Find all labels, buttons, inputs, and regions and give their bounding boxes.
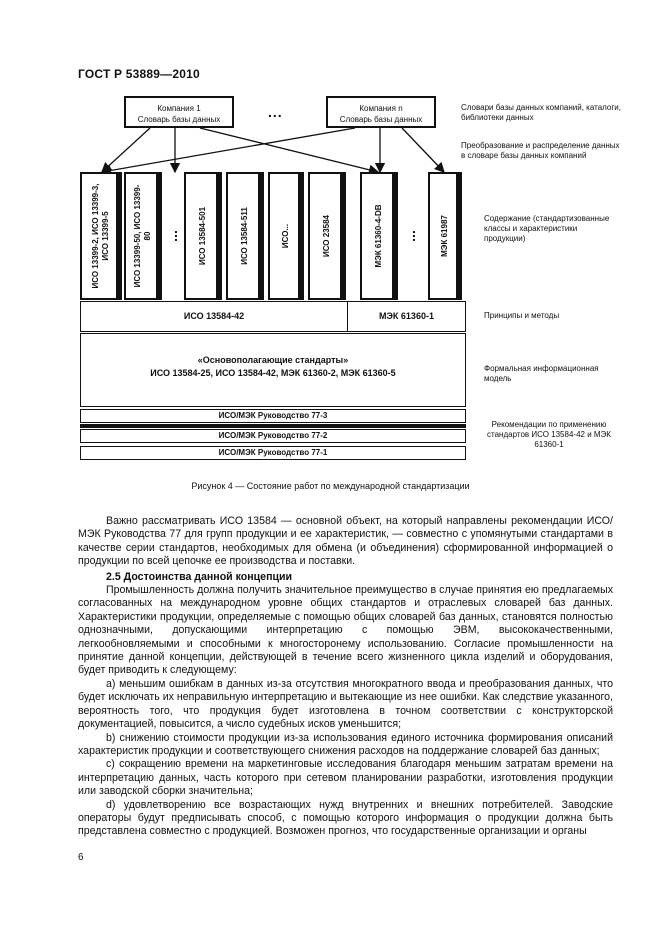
column-iec-61360-4-db	[360, 172, 398, 300]
section-heading: 2.5 Достоинства данной концепции	[106, 570, 293, 583]
column-iso-13399-2	[80, 172, 122, 300]
column-shadow	[116, 172, 122, 300]
figure-caption: Рисунок 4 — Состояние работ по международной стандартизации	[191, 481, 470, 491]
column-shadow	[156, 172, 162, 300]
column-label: ИСО 13399-2, ИСО 13399-3, ИСО 13399-5	[91, 183, 110, 289]
company-n-name: Компания n	[359, 104, 403, 113]
base-standards-title: «Основополагающие стандарты»	[197, 355, 349, 365]
column-iso-13584-501	[184, 172, 222, 300]
company-1-name: Компания 1	[157, 104, 201, 113]
guide-77-2: ИСО/МЭК Руководство 77-2	[80, 429, 466, 443]
column-label: ИСО 23584	[322, 214, 331, 258]
label-formal-model: Формальная информационная модель	[484, 364, 599, 383]
paragraph-benefits: Промышленность должна получить значительное преимущество в случае принятия ею предлагаемых согласованных на международном уровне общих стандартов и отраслевых словарей баз данных. Характеристики продукции, определяемые с помощью общих словарей баз данных, становятся полностью однозначными, допускающими интерпретацию с помощью ЭВМ, высококачественными, легкообновляемыми и способными к многосторонему использованию. Согласие промышленности на принятие данной концепции, действующей в течение всего жизненного цикла изделий и оборудования, будет приводить к следующему:	[78, 584, 613, 677]
list-item-a: a) меньшим ошибкам в данных из-за отсутствия многократного ввода и преобразования данных, что будет исключать их неправильную интерпретацию и вытекающие из нее ошибки. Как следствие указанного, вероятность того, что продукция будет изготовлена в точном соответствии с конструкторской документацией, повысится, а число судебных исков уменьшится;	[78, 677, 613, 731]
column-iso-23584	[308, 172, 346, 300]
column-iso-13399-50	[124, 172, 162, 300]
page-header: ГОСТ Р 53889—2010	[78, 67, 200, 81]
column-shadow	[456, 172, 462, 300]
base-standards-box	[80, 333, 466, 407]
label-conversion: Преобразование и распределение данных в словаре базы данных компаний	[461, 141, 620, 160]
column-label: МЭК 61987	[440, 215, 449, 257]
company-1-box	[124, 96, 234, 128]
column-shadow	[258, 172, 264, 300]
column-label: ИСО 13584-501	[198, 206, 207, 266]
list-item-c: c) сокращению времени на маркетинговые исследования благодаря меньшим затратам времени на интерпретацию данных, часть которого при сетевом планировании разработки, изготовления продукции или заводской сборки значительна;	[78, 758, 613, 798]
column-shadow	[392, 172, 398, 300]
company-1-dictionary: Словарь базы данных	[137, 115, 221, 124]
label-dictionaries: Словари базы данных компаний, каталоги, библиотеки данных	[461, 103, 621, 122]
guide-77-1: ИСО/МЭК Руководство 77-1	[80, 446, 466, 460]
paragraph-intro: Важно рассматривать ИСО 13584 — основной объект, на который направлены рекомендации ИСО/МЭК Руководства 77 для групп продукции и ее характеристик, — совместно с упомянутыми стандартами в качестве серии стандартов, необходимых для обмена (и объединения) сформированной информацией о продукции по всей цепочке ее производства и поставки.	[78, 515, 613, 568]
column-shadow	[340, 172, 346, 300]
column-label: ИСО 13399-50, ИСО 13399-80	[133, 184, 152, 288]
base-standards-list: ИСО 13584-25, ИСО 13584-42, МЭК 61360-2, МЭК 61360-5	[150, 368, 396, 378]
columns-ellipsis-1: ...	[163, 230, 180, 242]
label-content: Содержание (стандартизованные классы и характеристики продукции)	[484, 214, 610, 243]
principles-iec-box: МЭК 61360-1	[347, 301, 466, 332]
list-item-b: b) снижению стоимости продукции из-за использования единого источника формирования описаний характеристик продукции и соответствующего снижения расходов на поддержание словарей баз данных;	[78, 731, 613, 757]
list-item-d: d) удовлетворению все возрастающих нужд внутренних и внешних потребителей. Заводские операторы будут предписывать способ, с помощью которого информация о продукции должна быть представлена совместно с продукцией. Возможен прогноз, что государственные организации и органы	[78, 798, 613, 838]
page-number: 6	[78, 852, 84, 863]
label-recommendations: Рекомендации по применению стандартов ИСО 13584-42 и МЭК 61360-1	[487, 420, 611, 449]
column-shadow	[216, 172, 222, 300]
column-label: ИСО...	[281, 223, 290, 249]
label-principles: Принципы и методы	[484, 311, 560, 320]
company-n-dictionary: Словарь базы данных	[339, 115, 423, 124]
body-text	[78, 515, 613, 839]
companies-ellipsis: ...	[268, 104, 283, 120]
guide-77-3: ИСО/МЭК Руководство 77-3	[80, 409, 466, 423]
column-iso-other	[268, 172, 304, 300]
guide-separator	[80, 424, 466, 428]
column-iec-61987	[428, 172, 462, 300]
company-n-box	[326, 96, 436, 128]
column-iso-13584-511	[226, 172, 264, 300]
principles-iso-box: ИСО 13584-42	[80, 301, 348, 332]
column-label: ИСО 13584-511	[240, 207, 249, 265]
column-label: МЭК 61360-4-DB	[374, 204, 383, 268]
columns-ellipsis-2: ...	[401, 230, 418, 242]
column-shadow	[298, 172, 304, 300]
